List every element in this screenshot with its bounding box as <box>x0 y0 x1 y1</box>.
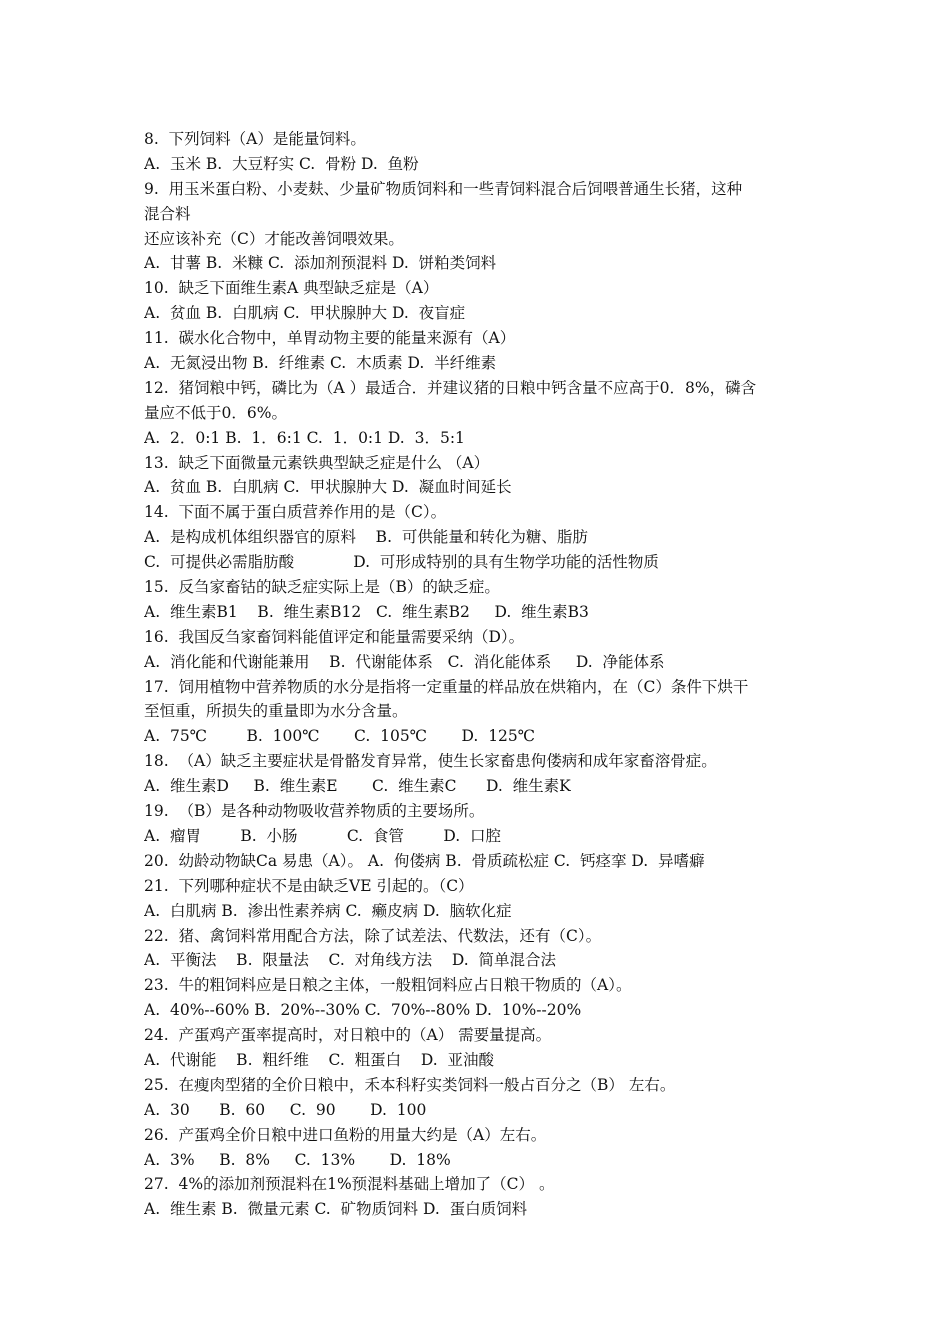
text-line: A. 甘薯 B. 米糠 C. 添加剂预混料 D. 饼粕类饲料 <box>144 254 497 273</box>
text-line: A. 2．0:1 B. 1．6:1 C. 1．0:1 D. 3．5:1 <box>144 428 465 447</box>
text-line: 25. 在瘦肉型猪的全价日粮中，禾本科籽实类饲料一般占百分之（B） 左右。 <box>144 1075 676 1094</box>
text-line: C. 可提供必需脂肪酸 D. 可形成特别的具有生物学功能的活性物质 <box>144 553 659 572</box>
text-line: A. 玉米 B. 大豆籽实 C. 骨粉 D. 鱼粉 <box>144 154 419 173</box>
text-line: 还应该补充（C）才能改善饲喂效果。 <box>144 229 404 248</box>
text-line: 17. 饲用植物中营养物质的水分是指将一定重量的样品放在烘箱内，在（C）条件下烘干 <box>144 677 749 696</box>
text-line: 量应不低于0．6%。 <box>144 403 287 422</box>
text-line: 至恒重，所损失的重量即为水分含量。 <box>144 702 408 721</box>
text-line: 27. 4%的添加剂预混料在1%预混料基础上增加了（C） 。 <box>144 1175 555 1194</box>
text-line: 11. 碳水化合物中，单胃动物主要的能量来源有（A） <box>144 329 516 348</box>
text-line: 22. 猪、禽饲料常用配合方法，除了试差法、代数法，还有（C）。 <box>144 926 602 945</box>
text-line: A. 贫血 B. 白肌病 C. 甲状腺肿大 D. 夜盲症 <box>144 304 466 323</box>
text-line: 12. 猪饲粮中钙，磷比为（A ）最适合．并建议猪的日粮中钙含量不应高于0．8%，磷含 <box>144 378 757 397</box>
text-line: A. 75℃ B. 100℃ C. 105℃ D. 125℃ <box>144 727 536 746</box>
text-line: 19. （B）是各种动物吸收营养物质的主要场所。 <box>144 802 485 821</box>
text-line: A. 贫血 B. 白肌病 C. 甲状腺肿大 D. 凝血时间延长 <box>144 478 512 497</box>
text-line: 24. 产蛋鸡产蛋率提高时，对日粮中的（A） 需要量提高。 <box>144 1026 552 1045</box>
document-body <box>144 127 824 1222</box>
text-line: 26. 产蛋鸡全价日粮中进口鱼粉的用量大约是（A）左右。 <box>144 1125 547 1144</box>
text-line: 15. 反刍家畜钴的缺乏症实际上是（B）的缺乏症。 <box>144 578 500 597</box>
text-line: A. 3% B. 8% C. 13% D. 18% <box>144 1150 451 1169</box>
text-line: A. 是构成机体组织器官的原料 B. 可供能量和转化为糖、脂肪 <box>144 528 588 547</box>
text-line: A. 无氮浸出物 B. 纤维素 C. 木质素 D. 半纤维素 <box>144 354 497 373</box>
text-line: 混合料 <box>144 204 191 223</box>
text-line: A. 代谢能 B. 粗纤维 C. 粗蛋白 D. 亚油酸 <box>144 1050 495 1069</box>
text-line: A. 瘤胃 B. 小肠 C. 食管 D. 口腔 <box>144 826 501 845</box>
text-line: A. 30 B. 60 C. 90 D. 100 <box>144 1100 427 1119</box>
text-line: 9. 用玉米蛋白粉、小麦麸、少量矿物质饲料和一些青饲料混合后饲喂普通生长猪，这种 <box>144 179 743 198</box>
text-line: A. 维生素B1 B. 维生素B12 C. 维生素B2 D. 维生素B3 <box>144 602 589 621</box>
text-line: 21. 下列哪种症状不是由缺乏VE 引起的。（C） <box>144 876 474 895</box>
text-line: 16. 我国反刍家畜饲料能值评定和能量需要采纳（D）。 <box>144 627 525 646</box>
text-line: A. 维生素 B. 微量元素 C. 矿物质饲料 D. 蛋白质饲料 <box>144 1200 528 1219</box>
text-line: 14. 下面不属于蛋白质营养作用的是（C）。 <box>144 503 447 522</box>
text-line: 8. 下列饲料（A）是能量饲料。 <box>144 130 366 148</box>
text-line: A. 白肌病 B. 渗出性素养病 C. 癞皮病 D. 脑软化症 <box>144 901 512 920</box>
text-line: A. 维生素D B. 维生素E C. 维生素C D. 维生素K <box>144 777 571 796</box>
text-line: 13. 缺乏下面微量元素铁典型缺乏症是什么 （A） <box>144 453 490 472</box>
text-line: 18. （A）缺乏主要症状是骨骼发育异常，使生长家畜患佝偻病和成年家畜溶骨症。 <box>144 752 717 771</box>
text-line: 20. 幼龄动物缺Ca 易患（A）。 A. 佝偻病 B. 骨质疏松症 C. 钙痉挛 D. 异嗜癖 <box>144 851 705 870</box>
text-line: A. 40%--60% B. 20%--30% C. 70%--80% D. 10%--20% <box>144 1001 582 1020</box>
text-line: A. 消化能和代谢能兼用 B. 代谢能体系 C. 消化能体系 D. 净能体系 <box>144 652 665 671</box>
text-line: 23. 牛的粗饲料应是日粮之主体，一般粗饲料应占日粮干物质的（A）。 <box>144 976 632 995</box>
text-line: A. 平衡法 B. 限量法 C. 对角线方法 D. 简单混合法 <box>144 951 557 970</box>
text-line: 10. 缺乏下面维生素A 典型缺乏症是（A） <box>144 279 439 298</box>
